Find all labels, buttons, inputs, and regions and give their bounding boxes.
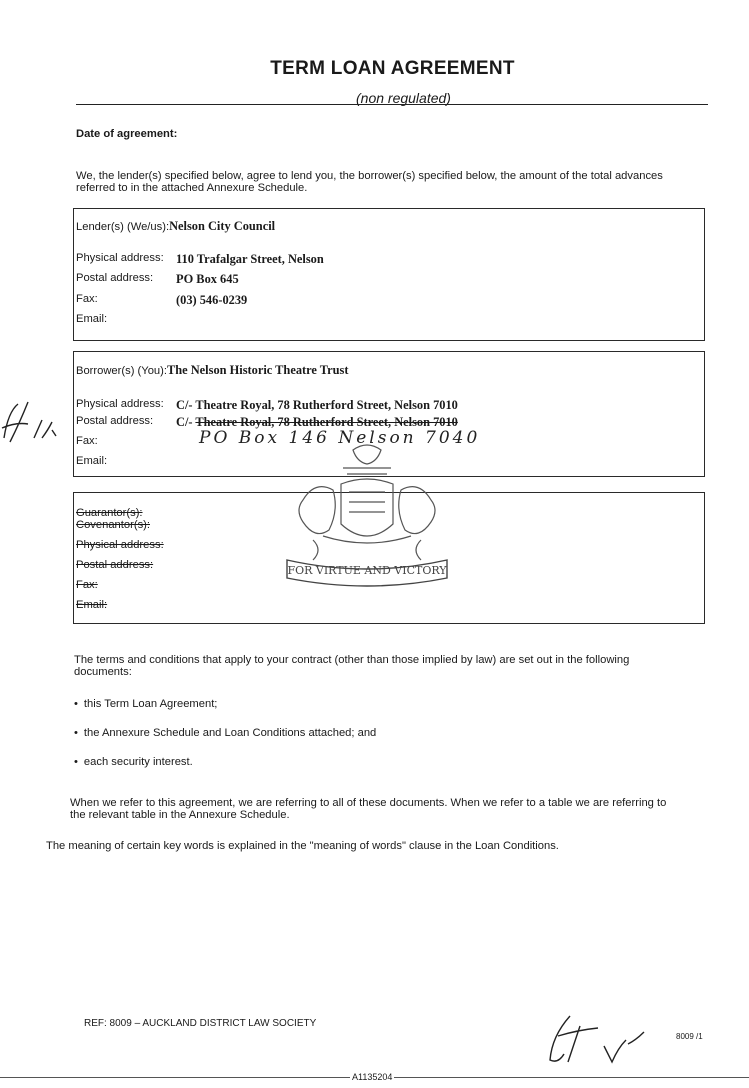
lender-physical-label: Physical address: (76, 252, 164, 264)
lender-box (73, 208, 705, 341)
refer-line-2: the relevant table in the Annexure Schedule. (70, 809, 290, 821)
intro-line-1: We, the lender(s) specified below, agree to lend you, the borrower(s) specified below, the amount of the total advances (76, 170, 663, 182)
borrower-postal-struck: Theatre Royal, 78 Rutherford Street, Nelson 7010 (195, 415, 458, 429)
document-title: TERM LOAN AGREEMENT (270, 58, 515, 79)
guarantor-email-label: Email: (76, 599, 108, 611)
lender-email-label: Email: (76, 313, 108, 325)
bullet-term-loan: • this Term Loan Agreement; (74, 698, 217, 710)
terms-line-1: The terms and conditions that apply to your contract (other than those implied by law) are set out in the following (74, 654, 630, 666)
margin-initials-signature (0, 398, 70, 454)
borrower-postal-label: Postal address: (76, 415, 154, 427)
refer-line-1: When we refer to this agreement, we are referring to all of these documents. When we refer to a table we are referring to (70, 797, 667, 809)
meaning-line: The meaning of certain key words is explained in the "meaning of words" clause in the Loan Conditions. (46, 840, 559, 852)
borrower-postal-handwritten: PO Box 146 Nelson 7040 (199, 428, 481, 448)
borrower-physical-value: C/- Theatre Royal, 78 Rutherford Street, Nelson 7010 (176, 398, 458, 412)
title-underline (76, 104, 708, 105)
borrower-email-label: Email: (76, 455, 108, 467)
lender-heading: Lender(s) (We/us):Nelson City Council (76, 219, 276, 233)
lender-name: Nelson City Council (169, 219, 276, 233)
lender-physical-value: 110 Trafalgar Street, Nelson (176, 252, 324, 266)
date-of-agreement-label: Date of agreement: (76, 128, 178, 140)
lender-postal-label: Postal address: (76, 272, 154, 284)
intro-line-2: referred to in the attached Annexure Schedule. (76, 182, 308, 194)
document-subtitle: (non regulated) (356, 90, 451, 106)
lender-fax-value: (03) 546-0239 (176, 293, 248, 307)
borrower-postal-value: C/- Theatre Royal, 78 Rutherford Street, Nelson 7010 (176, 415, 458, 429)
lender-fax-label: Fax: (76, 293, 98, 305)
guarantor-physical-label: Physical address: (76, 539, 164, 551)
seal-motto: FOR VIRTUE AND VICTORY (287, 564, 447, 577)
guarantor-fax-label: Fax: (76, 579, 98, 591)
borrower-fax-label: Fax: (76, 435, 98, 447)
lender-postal-value: PO Box 645 (176, 272, 239, 286)
guarantor-label: Guarantor(s): (76, 507, 143, 519)
coat-of-arms-seal (283, 440, 451, 590)
borrower-physical-label: Physical address: (76, 398, 164, 410)
terms-line-2: documents: (74, 666, 132, 678)
covenantor-label: Covenantor(s): (76, 519, 150, 531)
borrower-name: The Nelson Historic Theatre Trust (166, 363, 349, 377)
borrower-heading: Borrower(s) (You):The Nelson Historic Theatre Trust (76, 363, 349, 377)
bullet-security: • each security interest. (74, 756, 193, 768)
document-id: A1135204 (352, 1072, 393, 1082)
form-number: 8009 /1 (676, 1032, 703, 1041)
bullet-annexure: • the Annexure Schedule and Loan Conditions attached; and (74, 727, 376, 739)
footer-initials-signature (540, 1010, 650, 1070)
guarantor-postal-label: Postal address: (76, 559, 154, 571)
footer-reference: REF: 8009 – AUCKLAND DISTRICT LAW SOCIETY (84, 1018, 317, 1029)
